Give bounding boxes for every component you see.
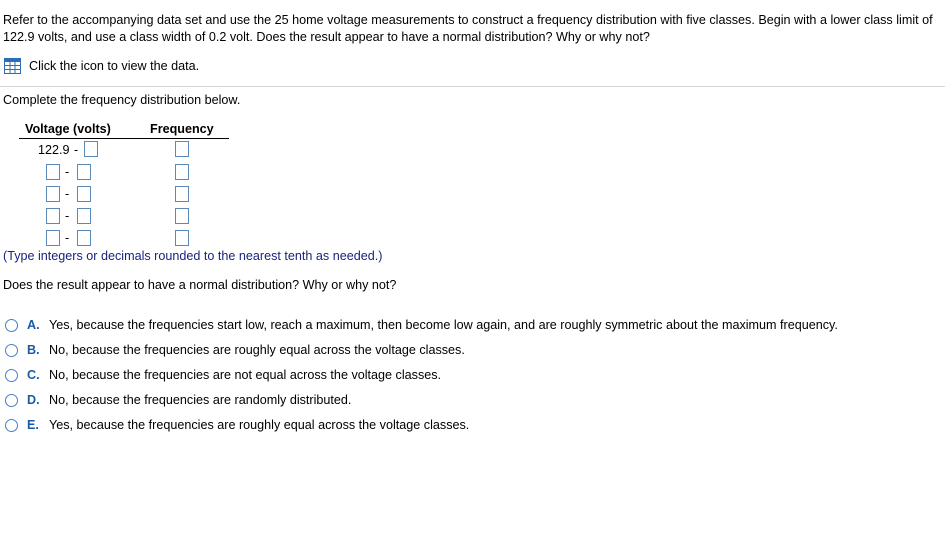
instruction-text: Complete the frequency distribution below.	[3, 93, 241, 107]
choice-b[interactable]	[4, 341, 465, 359]
lower-limit-input[interactable]	[46, 186, 60, 202]
upper-limit-input[interactable]	[77, 208, 91, 224]
question-text: Refer to the accompanying data set and use the 25 home voltage measurements to construct a frequency distribution with five classes. Begin with a lower class limit of 122.9 volts, and use a class width of 0.2 volt. Does the result appear to have a normal distribution? Why or why not?	[3, 13, 933, 44]
lower-limit-input[interactable]	[46, 208, 60, 224]
voltage-column-header: Voltage (volts)	[25, 122, 111, 136]
choice-text[interactable]: Yes, because the frequencies are roughly equal across the voltage classes.	[49, 418, 470, 432]
table-icon[interactable]	[4, 58, 21, 74]
choice-letter: A.	[27, 318, 40, 332]
choice-d[interactable]	[4, 391, 351, 409]
radio-b[interactable]	[5, 344, 18, 357]
choice-letter: C.	[27, 368, 40, 382]
frequency-column-header: Frequency	[150, 122, 214, 136]
range-dash: -	[65, 209, 70, 223]
frequency-input[interactable]	[175, 186, 189, 202]
table-row	[19, 164, 229, 184]
radio-c[interactable]	[5, 369, 18, 382]
table-row	[19, 230, 229, 250]
range-dash: -	[74, 143, 79, 157]
lower-limit-input[interactable]	[46, 164, 60, 180]
choice-text[interactable]: No, because the frequencies are not equal across the voltage classes.	[49, 368, 442, 382]
lower-limit-input[interactable]	[46, 230, 60, 246]
choice-text[interactable]: No, because the frequencies are roughly equal across the voltage classes.	[49, 343, 465, 357]
table-row	[19, 208, 229, 228]
range-dash: -	[65, 187, 70, 201]
choice-letter: D.	[27, 393, 40, 407]
frequency-input[interactable]	[175, 230, 189, 246]
table-row	[19, 141, 229, 161]
choice-text[interactable]: Yes, because the frequencies start low, reach a maximum, then become low again, and are roughly symmetric about the maximum frequency.	[49, 318, 838, 332]
frequency-input[interactable]	[175, 141, 189, 157]
choice-letter: B.	[27, 343, 40, 357]
choice-letter: E.	[27, 418, 39, 432]
choice-c[interactable]	[4, 366, 441, 384]
radio-e[interactable]	[5, 419, 18, 432]
radio-a[interactable]	[5, 319, 18, 332]
range-dash: -	[65, 165, 70, 179]
radio-d[interactable]	[5, 394, 18, 407]
sub-question-text: Does the result appear to have a normal distribution? Why or why not?	[3, 278, 397, 292]
frequency-input[interactable]	[175, 208, 189, 224]
range-dash: -	[65, 231, 70, 245]
frequency-input[interactable]	[175, 164, 189, 180]
upper-limit-input[interactable]	[77, 230, 91, 246]
choice-e[interactable]	[4, 416, 469, 434]
first-lower-limit: 122.9	[38, 143, 70, 157]
view-data-label[interactable]: Click the icon to view the data.	[29, 58, 200, 73]
table-row	[19, 186, 229, 206]
view-data-link[interactable]	[4, 57, 199, 74]
choice-a[interactable]	[4, 316, 838, 334]
upper-limit-input[interactable]	[77, 186, 91, 202]
rounding-hint: (Type integers or decimals rounded to the nearest tenth as needed.)	[3, 249, 383, 263]
upper-limit-input[interactable]	[77, 164, 91, 180]
table-header	[19, 121, 229, 139]
upper-limit-input[interactable]	[84, 141, 98, 157]
section-divider	[0, 86, 945, 87]
frequency-table	[19, 121, 229, 245]
choice-text[interactable]: No, because the frequencies are randomly distributed.	[49, 393, 352, 407]
